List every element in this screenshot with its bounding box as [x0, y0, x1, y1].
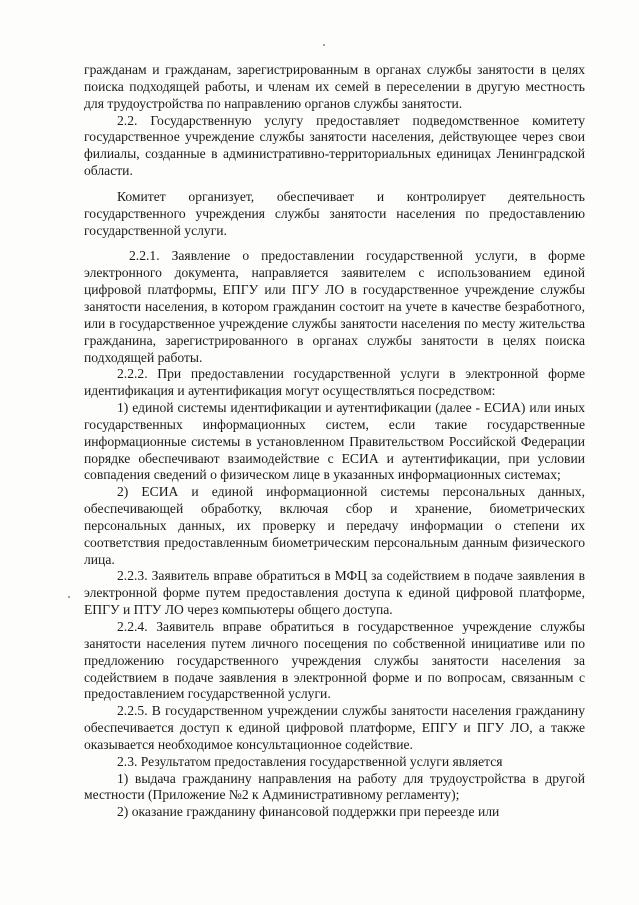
result-item-2: 2) оказание гражданину финансовой поддержки при переезде или	[117, 804, 500, 820]
paragraph-committee: Комитет организует, обеспечивает и контролирует деятельность государственного учреждения службы занятости населения по предоставлению государственной услуги.	[84, 188, 585, 238]
paragraph-2-2-3: 2.2.3. Заявитель вправе обратиться в МФЦ за содействием в подаче заявления в электронной форме путем предоставления доступа к единой цифровой платформе, ЕПГУ и ПТУ ЛО через компьютеры общего доступа.	[84, 568, 585, 618]
paragraph-2-3: 2.3. Результатом предоставления государственной услуги является	[117, 753, 503, 769]
paragraph-2-2-1: 2.2.1. Заявление о предоставлении государственной услуги, в форме электронного документа, направляется заявителем с использованием единой цифровой платформы, ЕПГУ или ПГУ ЛО в государственное учреждение службы занятости населения, в котором гражданин состоит на учете в качестве безработного, или в государственное учреждение службы занятости населения по месту жительства гражданина, зарегистрированного в органах службы занятости в целях поиска подходящей работы.	[84, 248, 585, 365]
paragraph-2-2: 2.2. Государственную услугу предоставляет подведомственное комитету государственное учреждение службы занятости населения, действующее через свои филиалы, созданные в административно-территориальных единицах Ленинградской области.	[84, 112, 585, 179]
result-item-1: 1) выдача гражданину направления на работу для трудоустройства в другой местности (Приложение №2 к Административному регламенту);	[84, 770, 585, 803]
scan-speck	[68, 596, 70, 598]
paragraph-continuation: гражданам и гражданам, зарегистрированным в органах службы занятости в целях поиска подходящей работы, и членам их семей в переселении в другую местность для трудоустройства по направлению органов службы занятости.	[84, 62, 585, 111]
paragraph-2-2-4: 2.2.4. Заявитель вправе обратиться в государственное учреждение службы занятости населения путем личного посещения по собственной инициативе или по предложению государственного учреждения службы занятости населения за содействием в подаче заявления в электронной форме и по вопросам, связанным с предоставлением государственной услуги.	[84, 619, 585, 702]
paragraph-2-2-2: 2.2.2. При предоставлении государственной услуги в электронной форме идентификация и аутентификация могут осуществляться посредством:	[84, 366, 585, 399]
paragraph-2-2-5: 2.2.5. В государственном учреждении службы занятости населения гражданину обеспечивается доступ к единой цифровой платформе, ЕПГУ и ПГУ ЛО, а также оказывается необходимое консультационное содействие.	[84, 703, 585, 752]
list-item-2: 2) ЕСИА и единой информационной системы персональных данных, обеспечивающей обработку, включая сбор и хранение, биометрических персональных данных, их проверку и передачу информации о степени их соответствия предоставленным биометрическим персональным данным физического лица.	[84, 484, 585, 567]
list-item-1: 1) единой системы идентификации и аутентификации (далее - ЕСИА) или иных государственных информационных систем, если такие государственные информационные системы в установленном Правительством Российской Федерации порядке обеспечивают взаимодействие с ЕСИА и аутентификации, при условии совпадения сведений о физическом лице в указанных информационных системах;	[84, 400, 585, 483]
scan-speck	[323, 44, 325, 46]
document-body	[84, 62, 585, 821]
